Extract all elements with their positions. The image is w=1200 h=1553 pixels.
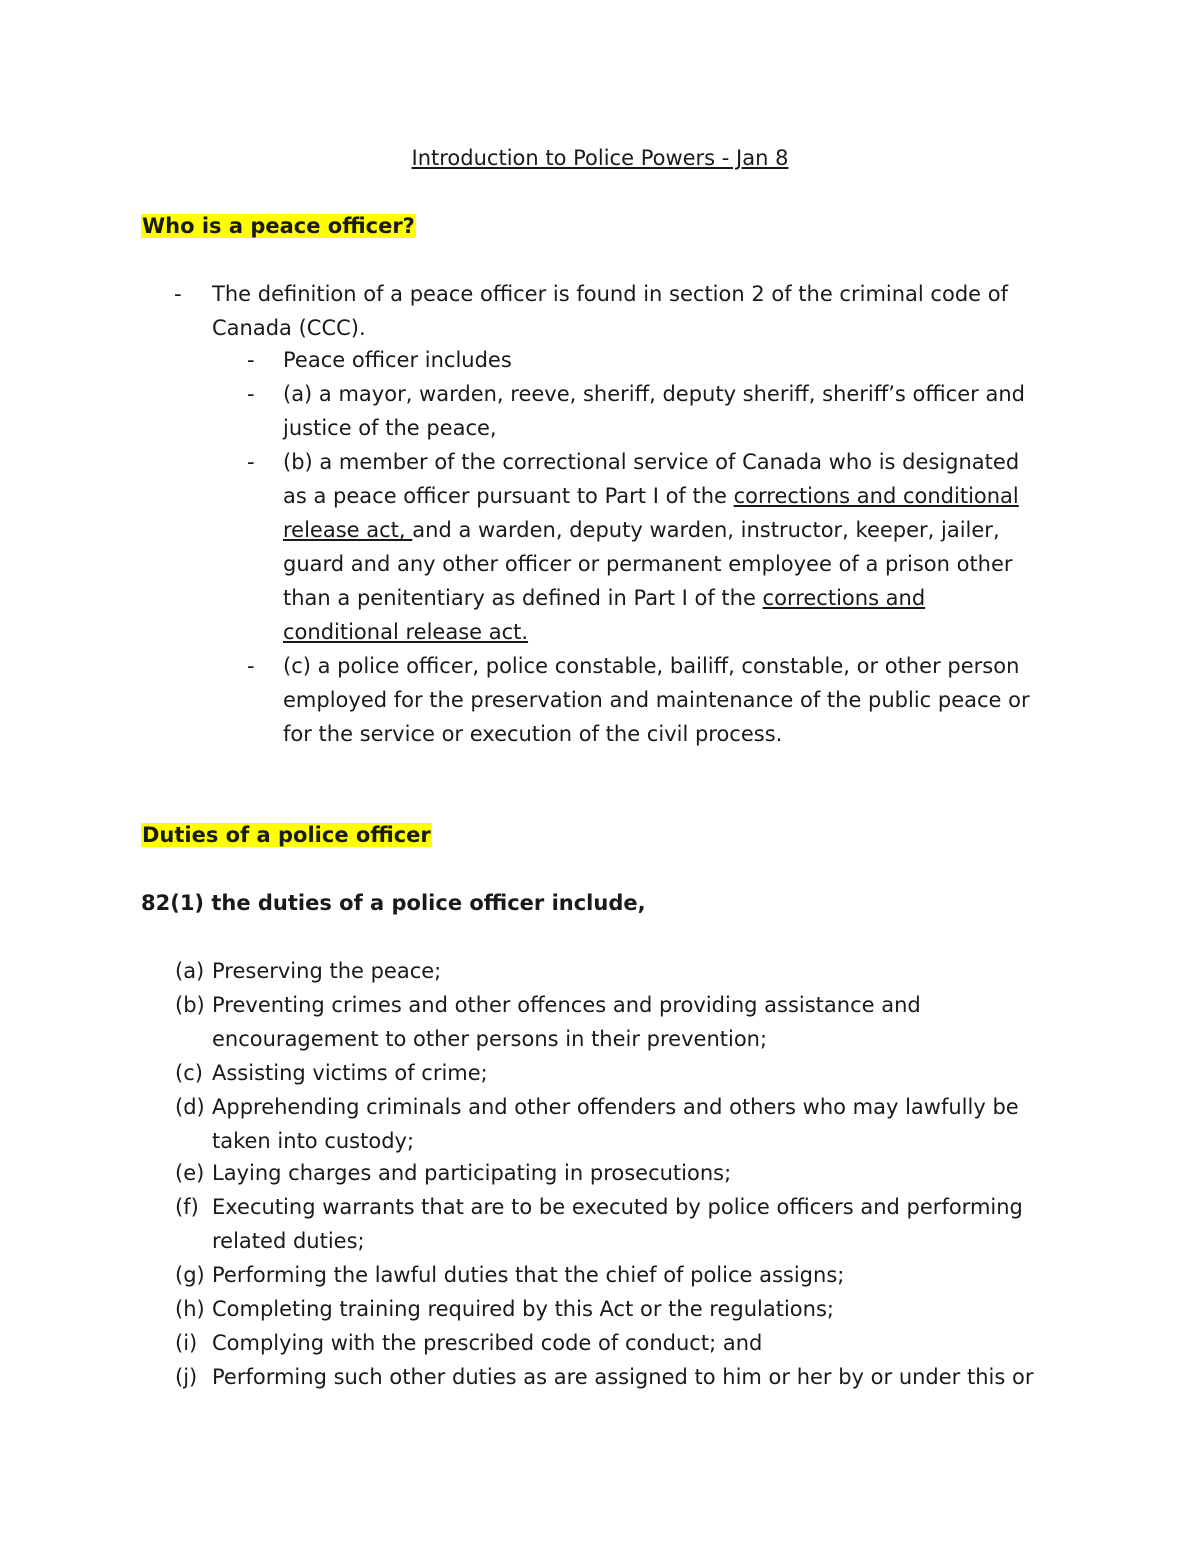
act-reference-link: corrections and [762,586,926,610]
sub-bullet-dash: - [247,348,255,372]
sub-item-b-line-5: than a penitentiary as defined in Part I of the corrections and [283,586,926,610]
duty-label: (e) [175,1161,205,1185]
sub-item-intro: Peace officer includes [283,348,512,372]
sub-bullet-dash: - [247,450,255,474]
sub-item-c-line-2: employed for the preservation and maintenance of the public peace or [283,688,1030,712]
sub-item-b-line-4: guard and any other officer or permanent employee of a prison other [283,552,1013,576]
bullet-dash: - [174,282,182,306]
duty-text: Assisting victims of crime; [212,1061,488,1085]
duty-label: (i) [175,1331,198,1355]
sub-item-c-line-1: (c) a police officer, police constable, bailiff, constable, or other person [283,654,1020,678]
duty-text: Completing training required by this Act or the regulations; [212,1297,834,1321]
sub-item-b-line-1: (b) a member of the correctional service of Canada who is designated [283,450,1020,474]
sub-item-c-line-3: for the service or execution of the civil process. [283,722,783,746]
duty-label: (d) [175,1095,205,1119]
duty-text: encouragement to other persons in their prevention; [212,1027,768,1051]
duty-label: (b) [175,993,205,1017]
duty-text: Executing warrants that are to be executed by police officers and performing [212,1195,1023,1219]
definition-line-1: The definition of a peace officer is found in section 2 of the criminal code of [212,282,1008,306]
sub-item-a-line-1: (a) a mayor, warden, reeve, sheriff, deputy sheriff, sheriff’s officer and [283,382,1025,406]
duty-text: taken into custody; [212,1129,415,1153]
act-reference-link: conditional release act. [283,620,529,644]
duty-label: (f) [175,1195,199,1219]
duties-subheading: 82(1) the duties of a police officer include, [141,891,646,915]
duty-label: (j) [175,1365,198,1389]
duty-label: (g) [175,1263,205,1287]
sub-item-b-line-2: as a peace officer pursuant to Part I of the corrections and conditional [283,484,1019,508]
section-heading-duties: Duties of a police officer [142,823,431,847]
act-reference-link: release act, [283,518,413,542]
duty-label: (h) [175,1297,205,1321]
sub-item-b-line-6 [283,615,528,649]
sub-bullet-dash: - [247,382,255,406]
page-title: Introduction to Police Powers - Jan 8 [411,146,789,170]
duty-label: (c) [175,1061,203,1085]
duty-text: Preserving the peace; [212,959,442,983]
duty-text: Apprehending criminals and other offenders and others who may lawfully be [212,1095,1019,1119]
act-reference-link: corrections and conditional [733,484,1019,508]
duty-label: (a) [175,959,205,983]
duty-text: Preventing crimes and other offences and providing assistance and [212,993,921,1017]
duty-text: Performing the lawful duties that the chief of police assigns; [212,1263,845,1287]
duty-text: Complying with the prescribed code of conduct; and [212,1331,763,1355]
section-heading-peace-officer: Who is a peace officer? [142,214,415,238]
duty-text: Laying charges and participating in prosecutions; [212,1161,732,1185]
definition-line-2: Canada (CCC). [212,316,366,340]
sub-bullet-dash: - [247,654,255,678]
duty-text: Performing such other duties as are assigned to him or her by or under this or [212,1365,1034,1389]
sub-item-b-line-3: release act, and a warden, deputy warden, instructor, keeper, jailer, [283,518,1000,542]
sub-item-a-line-2: justice of the peace, [283,416,497,440]
duty-text: related duties; [212,1229,365,1253]
